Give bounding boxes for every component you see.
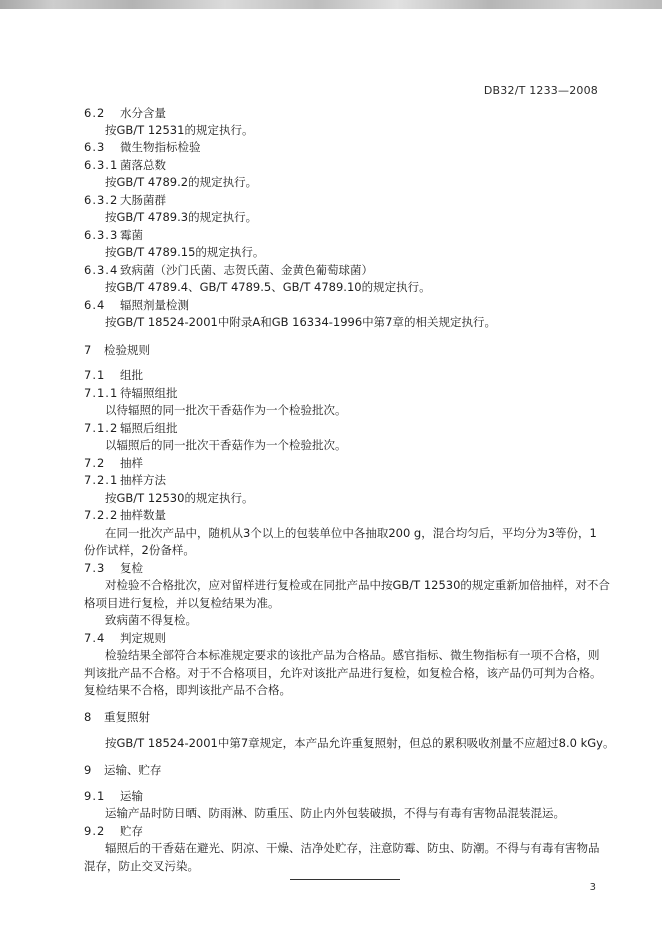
section-number: 7.2: [84, 456, 106, 470]
section-heading: [84, 561, 143, 576]
section-title: 运输: [120, 789, 143, 803]
section-heading: [84, 106, 166, 121]
scan-edge-artifact: [0, 0, 662, 9]
section-title: 大肠菌群: [120, 193, 166, 207]
section-heading: [84, 140, 201, 155]
paragraph-line: 致病菌不得复检。: [105, 613, 197, 627]
section-number: 6.3.4: [84, 263, 119, 277]
section-title: 贮存: [120, 824, 143, 838]
section-number: 6.3.3: [84, 228, 119, 242]
paragraph-line: 混存，防止交叉污染。: [84, 859, 199, 873]
section-heading: [84, 263, 373, 278]
section-number: 7.1: [84, 368, 106, 382]
section-number: 7.2.1: [84, 473, 119, 487]
section-title: 复检: [120, 561, 143, 575]
section-title: 辐照剂量检测: [120, 298, 189, 312]
section-number: 6.3: [84, 140, 106, 154]
paragraph-line: 格项目进行复检，并以复检结果为准。: [84, 596, 280, 610]
section-heading: [84, 456, 143, 471]
paragraph-line: 对检验不合格批次，应对留样进行复检或在同批产品中按GB/T 12530的规定重新加倍抽样，对不合: [105, 578, 610, 592]
section-heading: [84, 298, 189, 313]
section-heading: [84, 158, 166, 173]
end-of-document-rule: [290, 879, 400, 880]
paragraph-line: 按GB/T 18524-2001中第7章规定，本产品允许重复照射，但总的累积吸收剂量不应超过8.0 kGy。: [105, 736, 615, 750]
section-heading: [84, 508, 166, 523]
section-title: 菌落总数: [120, 158, 166, 172]
paragraph-line: 按GB/T 4789.15的规定执行。: [105, 245, 265, 259]
paragraph-line: 以辐照后的同一批次干香菇作为一个检验批次。: [105, 438, 347, 452]
chapter-number: 8: [84, 710, 93, 724]
section-number: 6.3.1: [84, 158, 119, 172]
section-title: 抽样: [120, 456, 143, 470]
section-heading: [84, 421, 178, 436]
chapter-number: 9: [84, 763, 93, 777]
document-code: DB32/T 1233—2008: [483, 84, 598, 97]
paragraph-line: 运输产品时防日晒、防雨淋、防重压、防止内外包装破损，不得与有毒有害物品混装混运。: [105, 806, 565, 820]
section-title: 辐照后组批: [120, 421, 178, 435]
chapter-title: 检验规则: [104, 343, 150, 357]
paragraph-line: 在同一批次产品中，随机从3个以上的包装单位中各抽取200 g，混合均匀后，平均分为3等份，1: [105, 526, 597, 540]
section-title: 组批: [120, 368, 143, 382]
section-number: 9.1: [84, 789, 106, 803]
paragraph-line: 按GB/T 12531的规定执行。: [105, 123, 254, 137]
section-title: 水分含量: [120, 106, 166, 120]
chapter-heading: [84, 343, 150, 358]
section-heading: [84, 631, 166, 646]
paragraph-line: 份作试样，2份备样。: [84, 543, 195, 557]
section-heading: [84, 386, 178, 401]
section-title: 待辐照组批: [120, 386, 178, 400]
section-heading: [84, 228, 143, 243]
section-title: 致病菌（沙门氏菌、志贺氏菌、金黄色葡萄球菌）: [120, 263, 373, 277]
section-title: 微生物指标检验: [120, 140, 201, 154]
section-number: 6.2: [84, 106, 106, 120]
section-title: 霉菌: [120, 228, 143, 242]
paragraph-line: 按GB/T 4789.2的规定执行。: [105, 175, 258, 189]
section-number: 7.1.2: [84, 421, 119, 435]
paragraph-line: 判该批产品不合格。对于不合格项目，允许对该批产品进行复检，如复检合格，该产品仍可判为合格。: [84, 666, 602, 680]
section-heading: [84, 789, 143, 804]
section-number: 7.1.1: [84, 386, 119, 400]
section-number: 6.3.2: [84, 193, 119, 207]
section-number: 7.4: [84, 631, 106, 645]
section-title: 判定规则: [120, 631, 166, 645]
paragraph-line: 按GB/T 12530的规定执行。: [105, 491, 254, 505]
page-number: 3: [589, 882, 596, 893]
paragraph-line: 以待辐照的同一批次干香菇作为一个检验批次。: [105, 403, 347, 417]
section-number: 6.4: [84, 298, 106, 312]
chapter-heading: [84, 763, 162, 778]
paragraph-line: 复检结果不合格，即判该批产品不合格。: [84, 683, 291, 697]
section-number: 9.2: [84, 824, 106, 838]
paragraph-line: 按GB/T 18524-2001中附录A和GB 16334-1996中第7章的相关规定执行。: [105, 315, 496, 329]
paragraph-line: 检验结果全部符合本标准规定要求的该批产品为合格品。感官指标、微生物指标有一项不合格，则: [105, 648, 600, 662]
section-heading: [84, 368, 143, 383]
paragraph-line: 按GB/T 4789.3的规定执行。: [105, 210, 258, 224]
chapter-title: 重复照射: [104, 710, 150, 724]
section-number: 7.2.2: [84, 508, 119, 522]
section-heading: [84, 473, 166, 488]
chapter-title: 运输、贮存: [104, 763, 162, 777]
section-title: 抽样数量: [120, 508, 166, 522]
paragraph-line: 按GB/T 4789.4、GB/T 4789.5、GB/T 4789.10的规定执行。: [105, 280, 431, 294]
section-heading: [84, 824, 143, 839]
section-number: 7.3: [84, 561, 106, 575]
paragraph-line: 辐照后的干香菇在避光、阴凉、干燥、洁净处贮存，注意防霉、防虫、防潮。不得与有毒有害物品: [105, 841, 600, 855]
chapter-number: 7: [84, 343, 93, 357]
chapter-heading: [84, 710, 150, 725]
section-heading: [84, 193, 166, 208]
section-title: 抽样方法: [120, 473, 166, 487]
